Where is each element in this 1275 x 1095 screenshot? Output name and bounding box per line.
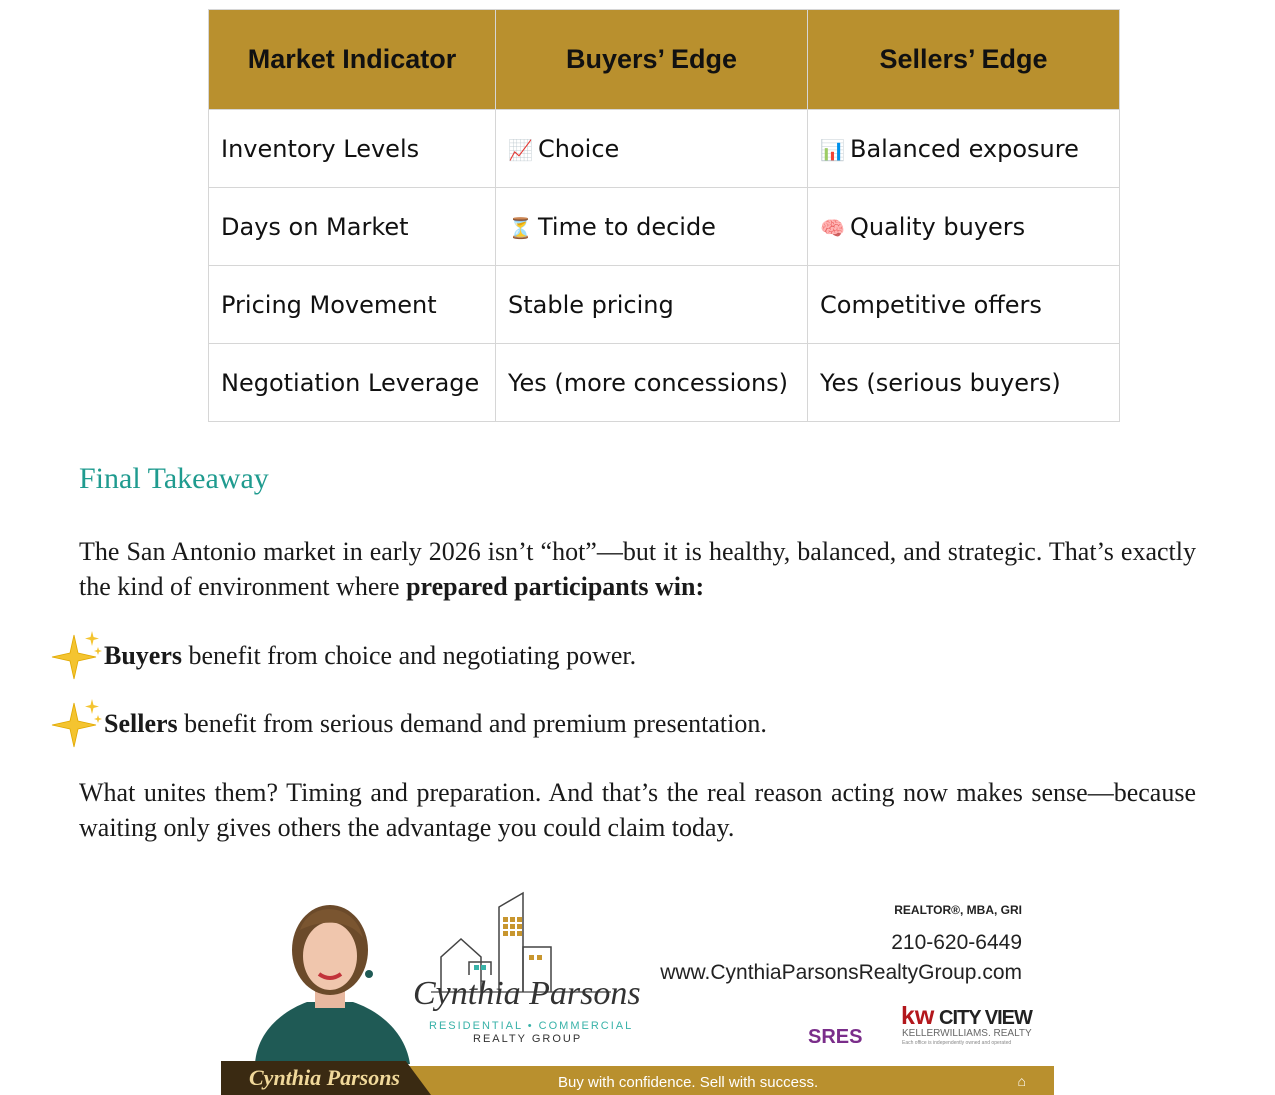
table-row [209,188,1120,266]
kw-disclaimer: Each office is independently owned and operated [902,1040,1012,1046]
intro-text: The San Antonio market in early 2026 isn’t “hot”—but it is healthy, balanced, and strategic. That’s exactly the kind of environment where [79,537,1196,601]
agent-credentials: REALTOR®, MBA, GRI [894,903,1022,917]
chart-increasing-icon: 📈 [508,137,533,162]
sellers-cell: Yes (serious buyers) [808,344,1120,422]
agent-banner [221,885,1054,1095]
buyers-cell-text: Time to decide [538,212,716,241]
column-header-sellers: Sellers’ Edge [808,10,1120,110]
sres-logo: SRES [808,1026,863,1048]
intro-bold-text: prepared participants win: [406,572,705,601]
intro-paragraph [79,534,1196,604]
banner-tagline: Buy with confidence. Sell with success. [558,1074,819,1091]
logo-subtitle: RESIDENTIAL • COMMERCIAL [429,1020,634,1032]
indicator-cell: Negotiation Leverage [209,344,496,422]
kw-logo: kw [901,1002,935,1030]
table-row [209,344,1120,422]
bar-chart-icon: 📊 [820,137,845,162]
logo-subtitle-2: REALTY GROUP [473,1033,583,1045]
hourglass-icon: ⏳ [508,215,533,240]
equal-housing-icon: ⌂ [1017,1073,1026,1089]
buyers-cell-text: Choice [538,134,620,163]
bullet-bold-text: Sellers [104,709,178,738]
sellers-cell [808,188,1120,266]
table-row [209,110,1120,188]
bullet-text: benefit from serious demand and premium presentation. [177,709,767,738]
buyers-cell: Stable pricing [496,266,808,344]
indicator-cell: Pricing Movement [209,266,496,344]
bullet-buyers [50,629,636,683]
brain-icon: 🧠 [820,215,845,240]
closing-paragraph: What unites them? Timing and preparation. And that’s the real reason acting now makes sense—because waiting only gives others the advantage you could claim today. [79,778,1196,842]
indicator-cell: Inventory Levels [209,110,496,188]
buyers-cell: Yes (more concessions) [496,344,808,422]
sellers-cell-text: Quality buyers [850,212,1026,241]
kw-realty-text: KELLERWILLIAMS. REALTY [902,1028,1032,1039]
column-header-indicator: Market Indicator [209,10,496,110]
name-tab-text: Cynthia Parsons [249,1065,400,1090]
bullet-sellers [50,697,767,751]
agent-website: www.CynthiaParsonsRealtyGroup.com [660,961,1022,984]
bullet-text: benefit from choice and negotiating power. [182,641,637,670]
sellers-cell: Competitive offers [808,266,1120,344]
column-header-buyers: Buyers’ Edge [496,10,808,110]
bullet-bold-text: Buyers [104,641,182,670]
indicator-cell: Days on Market [209,188,496,266]
logo-script-name: Cynthia Parsons [413,975,641,1012]
sellers-cell-text: Balanced exposure [850,134,1079,163]
sparkles-icon [50,697,104,751]
sparkles-icon [50,629,104,683]
table-row [209,266,1120,344]
sellers-cell [808,110,1120,188]
buyers-cell [496,110,808,188]
table-header-row [209,10,1120,110]
kw-office-name: CITY VIEW [939,1007,1032,1029]
agent-phone: 210-620-6449 [891,931,1022,954]
market-comparison-table [208,9,1120,422]
section-heading: Final Takeaway [79,462,269,495]
agent-photo [245,890,415,1064]
buyers-cell [496,188,808,266]
